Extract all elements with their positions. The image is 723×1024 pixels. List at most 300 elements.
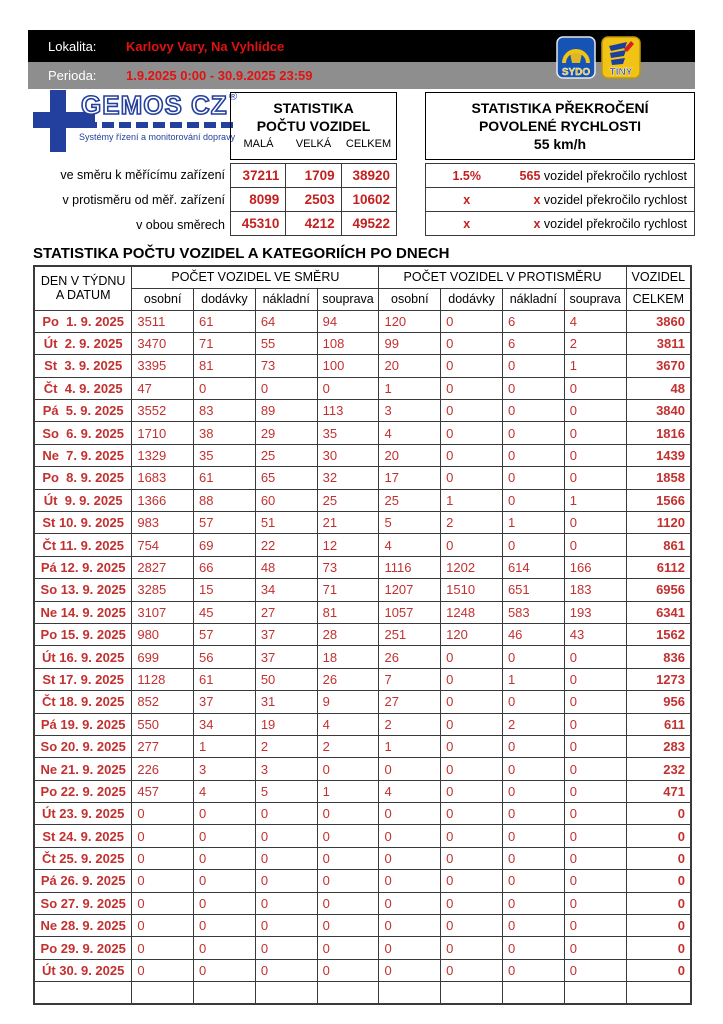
summary-counts-grid: [230, 163, 397, 236]
count-cell: 2: [441, 512, 503, 534]
count-cell: 0: [441, 825, 503, 847]
table-row: [34, 735, 691, 757]
count-cell: 0: [502, 691, 564, 713]
count-cell: 25: [255, 444, 317, 466]
sydo-logo-icon: [556, 36, 596, 79]
count-cell: 0: [194, 803, 256, 825]
day-date-cell: St 17. 9. 2025: [34, 668, 132, 690]
table-row: [34, 825, 691, 847]
table-row: [426, 188, 695, 212]
count-cell: 3: [194, 758, 256, 780]
table-row: [34, 601, 691, 623]
table-row: [34, 959, 691, 981]
count-cell: 0: [441, 646, 503, 668]
day-date-cell: So 6. 9. 2025: [34, 422, 132, 444]
table-row: [34, 310, 691, 332]
count-cell: 25: [317, 489, 379, 511]
total-cell: 0: [626, 825, 691, 847]
count-cell: 47: [132, 377, 194, 399]
day-date-cell: Po 29. 9. 2025: [34, 937, 132, 959]
count-cell: 45: [194, 601, 256, 623]
day-date-cell: So 20. 9. 2025: [34, 735, 132, 757]
count-cell: 0: [379, 937, 441, 959]
day-date-cell: Čt 11. 9. 2025: [34, 534, 132, 556]
count-cell: 0: [441, 937, 503, 959]
speed-stats-title-2: POVOLENÉ RYCHLOSTI: [478, 118, 642, 134]
count-cell: 0: [255, 937, 317, 959]
velka-count: 4212: [286, 212, 341, 236]
count-cell: 0: [441, 310, 503, 332]
total-cell: 0: [626, 937, 691, 959]
day-date-cell: Út 2. 9. 2025: [34, 332, 132, 354]
count-cell: 983: [132, 512, 194, 534]
day-date-cell: Út 30. 9. 2025: [34, 959, 132, 981]
table-row: [34, 937, 691, 959]
count-cell: [194, 982, 256, 1004]
count-cell: 1: [564, 489, 626, 511]
total-cell: 1858: [626, 467, 691, 489]
count-cell: 73: [317, 556, 379, 578]
count-cell: 4: [379, 780, 441, 802]
count-cell: 0: [317, 915, 379, 937]
summary-label-direction: ve směru k měřícímu zařízení: [60, 168, 225, 182]
count-cell: 1: [564, 355, 626, 377]
gemos-tagline: Systémy řízení a monitorování dopravy: [79, 132, 236, 142]
col-label-velka: VELKÁ: [295, 138, 332, 150]
count-cell: 113: [317, 400, 379, 422]
count-cell: 193: [564, 601, 626, 623]
count-cell: 71: [317, 579, 379, 601]
count-cell: 0: [317, 825, 379, 847]
count-cell: 34: [194, 713, 256, 735]
count-cell: 28: [317, 623, 379, 645]
lokalita-label: Lokalita:: [48, 38, 97, 54]
count-cell: 0: [441, 691, 503, 713]
speeding-grid: [425, 163, 695, 236]
count-cell: 3285: [132, 579, 194, 601]
count-cell: 0: [564, 892, 626, 914]
count-cell: 6: [502, 332, 564, 354]
count-cell: 0: [441, 803, 503, 825]
total-cell: 1566: [626, 489, 691, 511]
table-row: [34, 377, 691, 399]
day-date-cell: Po 15. 9. 2025: [34, 623, 132, 645]
count-cell: 0: [255, 825, 317, 847]
day-date-cell: Čt 4. 9. 2025: [34, 377, 132, 399]
size-column-labels: [231, 138, 396, 150]
velka-count: 1709: [286, 164, 341, 188]
count-cell: 88: [194, 489, 256, 511]
count-cell: 277: [132, 735, 194, 757]
count-cell: 19: [255, 713, 317, 735]
count-cell: 0: [317, 959, 379, 981]
table-row: [34, 623, 691, 645]
count-cell: 51: [255, 512, 317, 534]
count-cell: 3107: [132, 601, 194, 623]
count-cell: 99: [379, 332, 441, 354]
count-cell: 4: [194, 780, 256, 802]
opposite-group-header: POČET VOZIDEL V PROTISMĚRU: [379, 266, 626, 288]
table-row: [34, 847, 691, 869]
count-cell: 1: [502, 668, 564, 690]
table-row: [34, 758, 691, 780]
speeding-count: x: [533, 216, 541, 231]
count-cell: 3552: [132, 400, 194, 422]
total-cell: 283: [626, 735, 691, 757]
subcol-nakladni: nákladní: [255, 288, 317, 310]
count-cell: 0: [441, 892, 503, 914]
speeding-count: 565: [519, 168, 541, 183]
svg-text:TINY: TINY: [609, 67, 633, 78]
count-cell: 0: [564, 691, 626, 713]
count-cell: 0: [564, 444, 626, 466]
speeding-percent: x: [426, 212, 508, 236]
day-date-cell: Čt 18. 9. 2025: [34, 691, 132, 713]
count-cell: 0: [564, 377, 626, 399]
count-cell: 3: [255, 758, 317, 780]
count-cell: 66: [194, 556, 256, 578]
count-cell: 0: [194, 959, 256, 981]
count-cell: 0: [502, 489, 564, 511]
count-cell: 0: [564, 534, 626, 556]
subcol-souprava: souprava: [317, 288, 379, 310]
count-cell: 81: [317, 601, 379, 623]
count-cell: 0: [564, 668, 626, 690]
count-cell: 0: [194, 892, 256, 914]
day-date-cell: Po 22. 9. 2025: [34, 780, 132, 802]
count-cell: 18: [317, 646, 379, 668]
total-cell: 1273: [626, 668, 691, 690]
speeding-percent: 1.5%: [426, 164, 508, 188]
count-cell: 0: [564, 735, 626, 757]
count-cell: 0: [564, 915, 626, 937]
table-row: [231, 164, 397, 188]
table-row: [231, 212, 397, 236]
count-cell: 0: [502, 847, 564, 869]
count-cell: [379, 982, 441, 1004]
count-cell: 0: [441, 780, 503, 802]
count-cell: 0: [255, 803, 317, 825]
summary-label-opposite: v protisměru od měř. zařízení: [62, 193, 225, 207]
table-row: [34, 444, 691, 466]
count-cell: 0: [379, 758, 441, 780]
count-cell: 4: [317, 713, 379, 735]
count-cell: 6: [502, 310, 564, 332]
count-cell: 0: [132, 847, 194, 869]
count-cell: 0: [132, 915, 194, 937]
count-cell: 37: [255, 623, 317, 645]
count-cell: 5: [379, 512, 441, 534]
day-date-cell: Pá 26. 9. 2025: [34, 870, 132, 892]
mala-count: 45310: [231, 212, 286, 236]
count-cell: 0: [502, 959, 564, 981]
count-cell: 0: [255, 892, 317, 914]
speeding-text: 565 vozidel překročilo rychlost: [508, 164, 695, 188]
subcol-dodavky: dodávky: [194, 288, 256, 310]
count-cell: 2: [317, 735, 379, 757]
count-cell: [502, 982, 564, 1004]
count-cell: [564, 982, 626, 1004]
count-cell: 0: [441, 915, 503, 937]
count-cell: 73: [255, 355, 317, 377]
count-cell: 1: [317, 780, 379, 802]
count-cell: 38: [194, 422, 256, 444]
count-cell: 120: [441, 623, 503, 645]
count-cell: 583: [502, 601, 564, 623]
count-cell: 0: [502, 355, 564, 377]
count-cell: 1510: [441, 579, 503, 601]
count-cell: 0: [132, 870, 194, 892]
count-cell: 81: [194, 355, 256, 377]
count-cell: 0: [255, 959, 317, 981]
table-row: [34, 982, 691, 1004]
count-cell: 0: [564, 937, 626, 959]
count-cell: 0: [441, 713, 503, 735]
count-cell: 100: [317, 355, 379, 377]
vehicle-stats-title-2: POČTU VOZIDEL: [256, 118, 371, 134]
gemos-name: GEMOS CZ: [81, 90, 228, 120]
count-cell: 1683: [132, 467, 194, 489]
count-cell: 20: [379, 444, 441, 466]
table-row: [34, 668, 691, 690]
table-row: [34, 870, 691, 892]
count-cell: [441, 982, 503, 1004]
count-cell: 43: [564, 623, 626, 645]
count-cell: 1: [441, 489, 503, 511]
mala-count: 8099: [231, 188, 286, 212]
count-cell: 0: [317, 847, 379, 869]
speed-stats-title-1: STATISTIKA PŘEKROČENÍ: [471, 100, 649, 116]
count-cell: 0: [379, 847, 441, 869]
count-cell: 0: [255, 915, 317, 937]
total-cell: 6956: [626, 579, 691, 601]
count-cell: 0: [441, 444, 503, 466]
total-cell: 0: [626, 959, 691, 981]
count-cell: 0: [317, 870, 379, 892]
day-date-cell: Ne 28. 9. 2025: [34, 915, 132, 937]
count-cell: 21: [317, 512, 379, 534]
count-cell: 0: [379, 892, 441, 914]
count-cell: 0: [502, 646, 564, 668]
speeding-text: x vozidel překročilo rychlost: [508, 212, 695, 236]
count-cell: 1057: [379, 601, 441, 623]
perioda-value: 1.9.2025 0:00 - 30.9.2025 23:59: [126, 68, 313, 83]
subcol-nakladni: nákladní: [502, 288, 564, 310]
count-cell: 4: [379, 534, 441, 556]
count-cell: 27: [255, 601, 317, 623]
tiny-logo-icon: [601, 36, 641, 79]
count-cell: 27: [379, 691, 441, 713]
count-cell: 0: [441, 400, 503, 422]
count-cell: 69: [194, 534, 256, 556]
speeding-count: x: [533, 192, 541, 207]
count-cell: 0: [317, 937, 379, 959]
celkem-count: 49522: [341, 212, 396, 236]
count-cell: 852: [132, 691, 194, 713]
count-cell: 15: [194, 579, 256, 601]
count-cell: 166: [564, 556, 626, 578]
day-date-cell: [34, 982, 132, 1004]
count-cell: 0: [502, 400, 564, 422]
daily-table-title: STATISTIKA POČTU VOZIDEL A KATEGORIÍCH PO DNECH: [33, 245, 450, 262]
header-row-groups: [34, 266, 691, 288]
count-cell: 550: [132, 713, 194, 735]
count-cell: 61: [194, 668, 256, 690]
table-row: [426, 164, 695, 188]
count-cell: 9: [317, 691, 379, 713]
table-body: [34, 310, 691, 1004]
total-cell: 1562: [626, 623, 691, 645]
day-date-cell: Út 16. 9. 2025: [34, 646, 132, 668]
subcol-osobni: osobní: [132, 288, 194, 310]
count-cell: 48: [255, 556, 317, 578]
gemos-dashed-line: [85, 122, 233, 128]
table-row: [34, 579, 691, 601]
count-cell: 0: [502, 892, 564, 914]
total-cell: 6112: [626, 556, 691, 578]
count-cell: 35: [194, 444, 256, 466]
count-cell: 46: [502, 623, 564, 645]
count-cell: 0: [379, 825, 441, 847]
day-date-cell: Po 1. 9. 2025: [34, 310, 132, 332]
count-cell: 0: [441, 332, 503, 354]
count-cell: 1248: [441, 601, 503, 623]
count-cell: 0: [441, 422, 503, 444]
count-cell: 0: [564, 780, 626, 802]
total-cell: 3840: [626, 400, 691, 422]
count-cell: 0: [194, 915, 256, 937]
day-date-cell: St 3. 9. 2025: [34, 355, 132, 377]
count-cell: 64: [255, 310, 317, 332]
day-date-cell: Pá 5. 9. 2025: [34, 400, 132, 422]
count-cell: 56: [194, 646, 256, 668]
total-header-line1: VOZIDEL: [626, 266, 691, 288]
count-cell: 17: [379, 467, 441, 489]
count-cell: 3470: [132, 332, 194, 354]
count-cell: 0: [564, 422, 626, 444]
total-cell: 0: [626, 803, 691, 825]
direction-group-header: POČET VOZIDEL VE SMĚRU: [132, 266, 379, 288]
count-cell: 57: [194, 623, 256, 645]
col-label-celkem: CELKEM: [345, 138, 392, 150]
day-date-cell: Pá 12. 9. 2025: [34, 556, 132, 578]
total-cell: 956: [626, 691, 691, 713]
count-cell: 0: [317, 803, 379, 825]
total-header-line2: CELKEM: [626, 288, 691, 310]
count-cell: 651: [502, 579, 564, 601]
count-cell: 0: [379, 870, 441, 892]
count-cell: 1207: [379, 579, 441, 601]
count-cell: 22: [255, 534, 317, 556]
table-row: [34, 422, 691, 444]
total-cell: 3860: [626, 310, 691, 332]
day-date-cell: Ne 14. 9. 2025: [34, 601, 132, 623]
count-cell: 0: [441, 534, 503, 556]
count-cell: 0: [132, 937, 194, 959]
table-row: [426, 212, 695, 236]
table-row: [34, 915, 691, 937]
day-date-cell: Út 9. 9. 2025: [34, 489, 132, 511]
count-cell: 120: [379, 310, 441, 332]
count-cell: 61: [194, 467, 256, 489]
count-cell: 2: [564, 332, 626, 354]
total-cell: 0: [626, 915, 691, 937]
count-cell: 251: [379, 623, 441, 645]
table-row: [34, 803, 691, 825]
celkem-count: 10602: [341, 188, 396, 212]
gemos-logo: [33, 88, 243, 160]
count-cell: 2827: [132, 556, 194, 578]
count-cell: 55: [255, 332, 317, 354]
count-cell: 0: [564, 758, 626, 780]
count-cell: 0: [441, 355, 503, 377]
table-row: [34, 691, 691, 713]
count-cell: 60: [255, 489, 317, 511]
vehicle-stats-title-1: STATISTIKA: [273, 100, 354, 116]
count-cell: 0: [502, 467, 564, 489]
header-row-subcols: [34, 288, 691, 310]
table-row: [34, 713, 691, 735]
count-cell: 699: [132, 646, 194, 668]
day-date-cell: So 13. 9. 2025: [34, 579, 132, 601]
count-cell: 1: [379, 735, 441, 757]
total-cell: 6341: [626, 601, 691, 623]
count-cell: 0: [441, 758, 503, 780]
speed-limit-value: 55 km/h: [533, 136, 587, 152]
count-cell: [132, 982, 194, 1004]
count-cell: 1128: [132, 668, 194, 690]
table-row: [34, 400, 691, 422]
count-cell: 0: [564, 713, 626, 735]
count-cell: 4: [379, 422, 441, 444]
count-cell: 0: [132, 892, 194, 914]
subcol-osobni: osobní: [379, 288, 441, 310]
count-cell: 0: [255, 870, 317, 892]
count-cell: 980: [132, 623, 194, 645]
count-cell: 0: [441, 668, 503, 690]
summary-label-both: v obou směrech: [136, 218, 225, 232]
count-cell: 0: [194, 847, 256, 869]
day-date-cell: Pá 19. 9. 2025: [34, 713, 132, 735]
count-cell: 0: [564, 803, 626, 825]
count-cell: 3511: [132, 310, 194, 332]
day-date-cell: So 27. 9. 2025: [34, 892, 132, 914]
total-cell: 1816: [626, 422, 691, 444]
count-cell: 3395: [132, 355, 194, 377]
count-cell: 0: [564, 467, 626, 489]
subcol-souprava: souprava: [564, 288, 626, 310]
table-row: [34, 780, 691, 802]
count-cell: 2: [502, 713, 564, 735]
count-cell: 754: [132, 534, 194, 556]
day-column-header: DEN V TÝDNU A DATUM: [34, 266, 132, 310]
count-cell: 457: [132, 780, 194, 802]
count-cell: 57: [194, 512, 256, 534]
day-date-cell: St 24. 9. 2025: [34, 825, 132, 847]
count-cell: 0: [441, 735, 503, 757]
day-date-cell: Út 23. 9. 2025: [34, 803, 132, 825]
count-cell: 20: [379, 355, 441, 377]
count-cell: 1710: [132, 422, 194, 444]
count-cell: 4: [564, 310, 626, 332]
count-cell: 0: [564, 646, 626, 668]
velka-count: 2503: [286, 188, 341, 212]
count-cell: 0: [194, 377, 256, 399]
count-cell: 7: [379, 668, 441, 690]
count-cell: 0: [502, 915, 564, 937]
count-cell: 226: [132, 758, 194, 780]
count-cell: 1366: [132, 489, 194, 511]
